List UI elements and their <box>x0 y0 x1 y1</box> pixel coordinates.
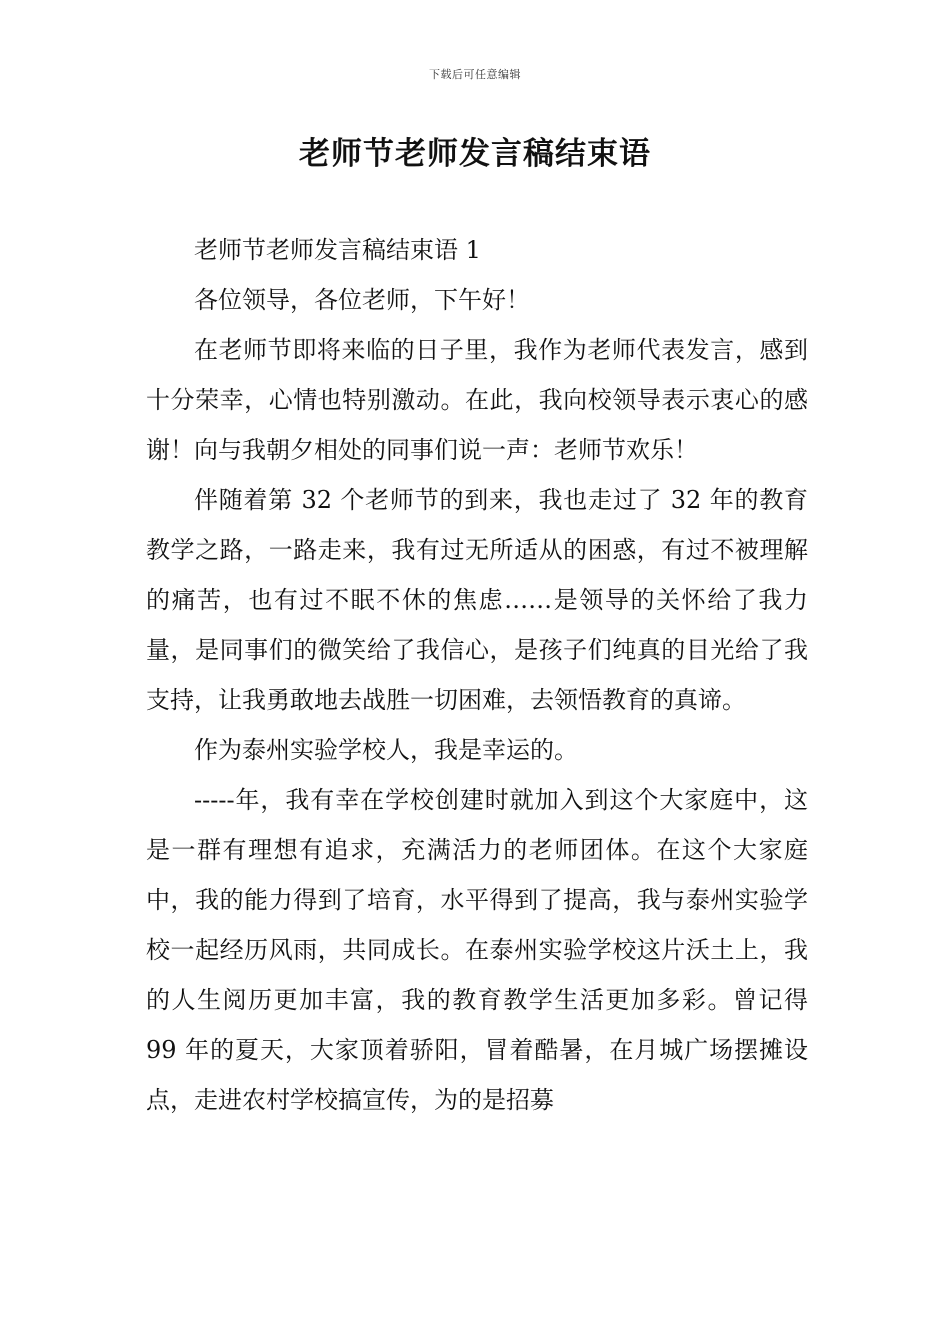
paragraph: 在老师节即将来临的日子里，我作为老师代表发言，感到十分荣幸，心情也特别激动。在此，我向校领导表示衷心的感谢！向与我朝夕相处的同事们说一声：老师节欢乐！ <box>146 336 808 464</box>
document-title: 老师节老师发言稿结束语 <box>299 136 651 172</box>
document-body <box>146 225 808 1125</box>
paragraph-greeting: 各位领导，各位老师，下午好！ <box>194 286 530 314</box>
header-note: 下载后可任意编辑 <box>429 68 521 81</box>
paragraph: -----年，我有幸在学校创建时就加入到这个大家庭中，这是一群有理想有追求，充满活力的老师团体。在这个大家庭中，我的能力得到了培育，水平得到了提高，我与泰州实验学校一起经历风雨，共同成长。在泰州实验学校这片沃土上，我的人生阅历更加丰富，我的教育教学生活更加多彩。曾记得 99 年的夏天，大家顶着骄阳，冒着酷暑，在月城广场摆摊设点，走进农村学校搞宣传，为的是招募 <box>146 786 808 1114</box>
paragraph: 伴随着第 32 个老师节的到来，我也走过了 32 年的教育教学之路，一路走来，我有过无所适从的困惑，有过不被理解的痛苦，也有过不眠不休的焦虑……是领导的关怀给了我力量，是同事们的微笑给了我信心，是孩子们纯真的目光给了我支持，让我勇敢地去战胜一切困难，去领悟教育的真谛。 <box>146 486 808 714</box>
paragraph-subtitle: 老师节老师发言稿结束语 1 <box>194 236 481 264</box>
paragraph: 作为泰州实验学校人，我是幸运的。 <box>194 736 578 764</box>
